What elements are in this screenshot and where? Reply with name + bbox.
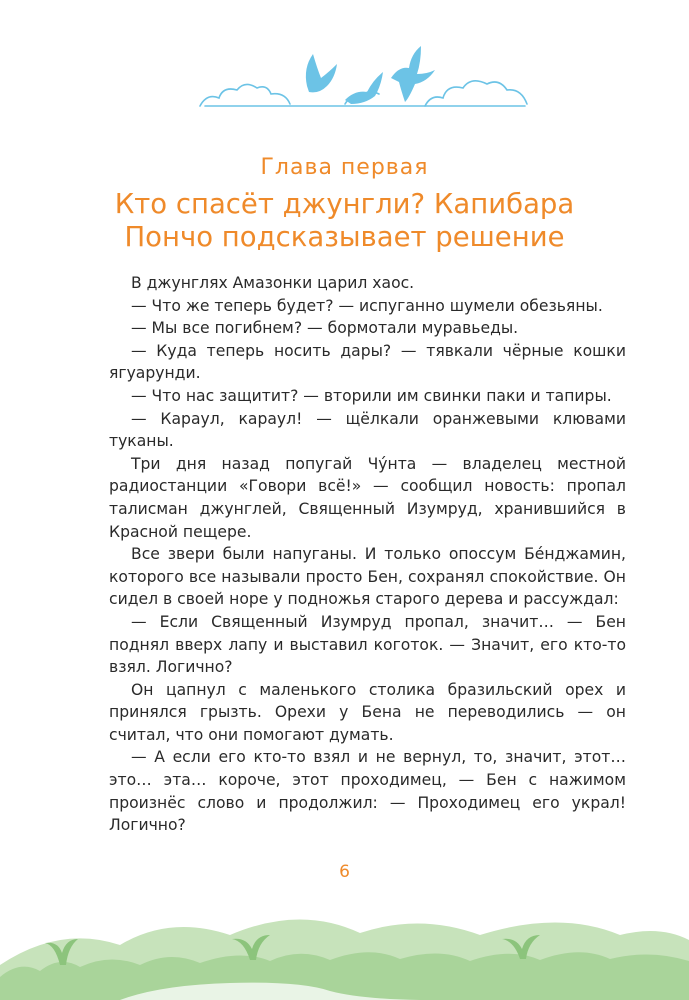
paragraph: Все звери были напуганы. И только опоссум Бе́нджамин, которого все называли просто Бен, сохранял спокойствие. Он сидел в своей норе у подножья старого дерева и рассуждал: <box>109 545 626 609</box>
paragraph: — Караул, караул! — щёлкали оранжевыми клювами туканы. <box>109 409 626 451</box>
bird-icon <box>345 72 383 104</box>
chapter-title-line: Пончо подсказывает решение <box>124 221 565 253</box>
paragraph: Три дня назад попугай Чу́нта — владелец местной радиостанции «Говори всё!» — сообщил новость: пропал талисман джунглей, Священный Изумруд, хранившийся в Красной пещере. <box>109 454 626 541</box>
bird-icon <box>306 54 337 92</box>
paragraph: В джунглях Амазонки царил хаос. <box>131 274 415 292</box>
body-text <box>109 272 626 837</box>
paragraph: — Если Священный Изумруд пропал, значит… — Бен поднял вверх лапу и выставил коготок. — Значит, его кто-то взял. Логично? <box>109 612 626 677</box>
paragraph: Он цапнул с маленького столика бразильский орех и принялся грызть. Орехи у Бена не переводились — он считал, что они помогают думать. <box>109 680 626 744</box>
cloud-right <box>425 81 527 106</box>
paragraph: — Куда теперь носить дары? — тявкали чёрные кошки ягуарунди. <box>109 341 626 383</box>
paragraph: — Что же теперь будет? — испуганно шумели обезьяны. <box>131 296 603 315</box>
chapter-label: Глава первая <box>260 155 429 180</box>
paragraph: — А если его кто-то взял и не вернул, то, значит, этот… это… эта… короче, этот проходимец, — Бен с нажимом произнёс слово и продолжил: — Проходимец его украл! Логично? <box>109 748 626 835</box>
chapter-title-line: Кто спасёт джунгли? Капибара <box>114 188 575 220</box>
page-number: 6 <box>339 862 350 882</box>
jungle-landscape-illustration <box>0 905 689 1000</box>
paragraph: — Мы все погибнем? — бормотали муравьеды. <box>131 319 519 338</box>
birds-clouds-illustration <box>195 38 540 118</box>
cloud-left <box>200 84 290 106</box>
chapter-title <box>40 188 649 254</box>
bird-icon <box>391 46 435 102</box>
paragraph: — Что нас защитит? — вторили им свинки паки и тапиры. <box>131 386 612 405</box>
